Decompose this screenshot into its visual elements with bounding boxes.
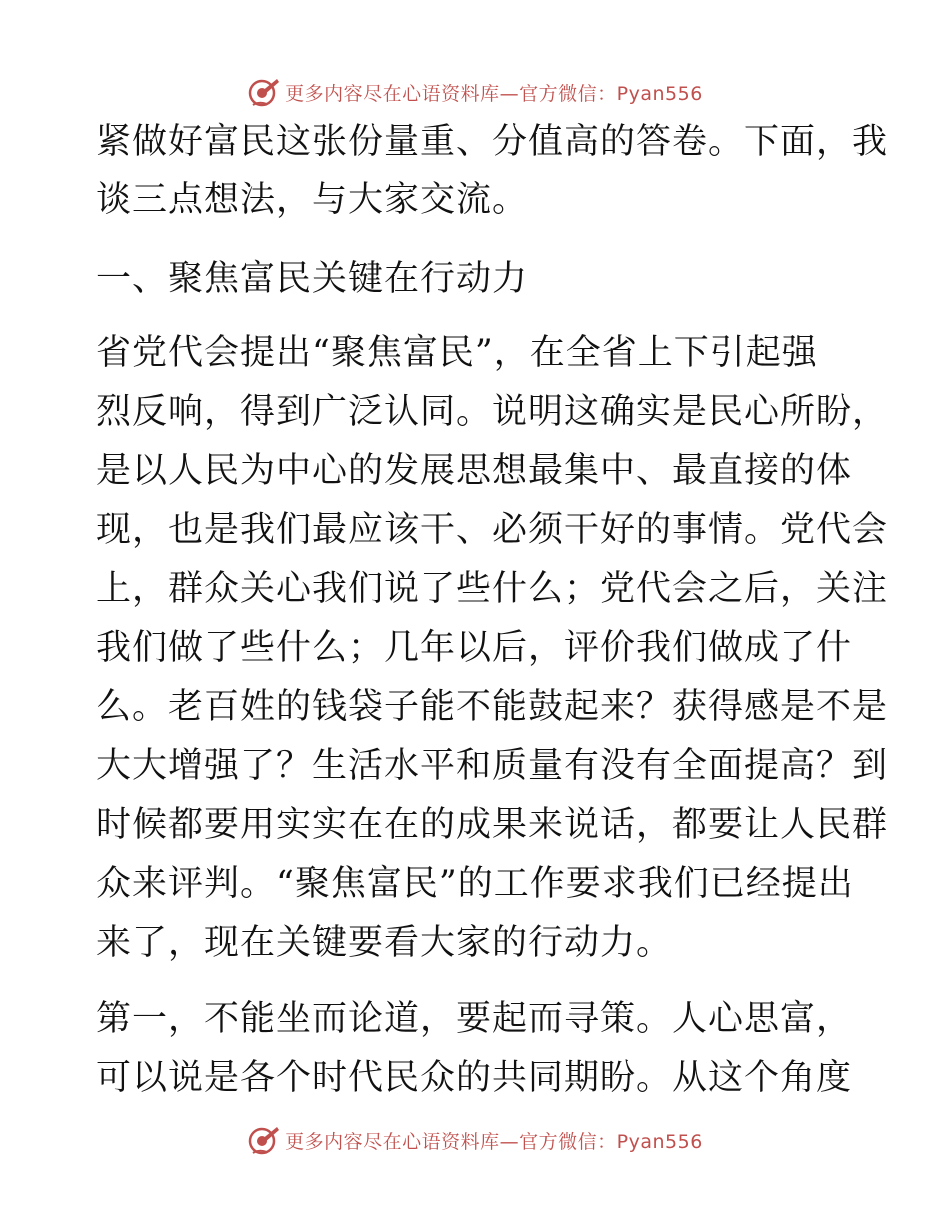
text-line: 众来评判。“聚焦富民”的工作要求我们已经提出 <box>96 864 854 904</box>
pen-logo-icon <box>247 1123 281 1157</box>
text-line: 我们做了些什么；几年以后，评价我们做成了什 <box>96 628 853 668</box>
section-heading: 一、聚焦富民关键在行动力 <box>96 259 529 299</box>
text-line: 紧做好富民这张份量重、分值高的答卷。下面，我 <box>96 122 889 162</box>
text-line: 可以说是各个时代民众的共同期盼。从这个角度 <box>96 1058 853 1098</box>
watermark-text: 更多内容尽在心语资料库—官方微信：Pyan556 <box>285 1130 703 1153</box>
text-line: 现，也是我们最应该干、必须干好的事情。党代会 <box>96 510 889 550</box>
header-watermark <box>0 72 950 112</box>
watermark-text: 更多内容尽在心语资料库—官方微信：Pyan556 <box>285 82 703 105</box>
text-line: 上，群众关心我们说了些什么；党代会之后，关注 <box>96 569 889 609</box>
text-line: 省党代会提出“聚焦富民”，在全省上下引起强 <box>96 333 818 373</box>
footer-watermark <box>0 1120 950 1160</box>
text-line: 时候都要用实实在在的成果来说话，都要让人民群 <box>96 805 889 845</box>
text-line: 第一，不能坐而论道，要起而寻策。人心思富， <box>96 999 853 1039</box>
text-line: 么。老百姓的钱袋子能不能鼓起来？获得感是不是 <box>96 687 889 727</box>
text-line: 大大增强了？生活水平和质量有没有全面提高？到 <box>96 746 889 786</box>
text-line: 来了，现在关键要看大家的行动力。 <box>96 923 673 963</box>
text-line: 烈反响，得到广泛认同。说明这确实是民心所盼， <box>96 392 889 432</box>
pen-logo-icon <box>247 75 281 109</box>
text-line: 是以人民为中心的发展思想最集中、最直接的体 <box>96 451 853 491</box>
text-line: 谈三点想法，与大家交流。 <box>96 180 529 220</box>
